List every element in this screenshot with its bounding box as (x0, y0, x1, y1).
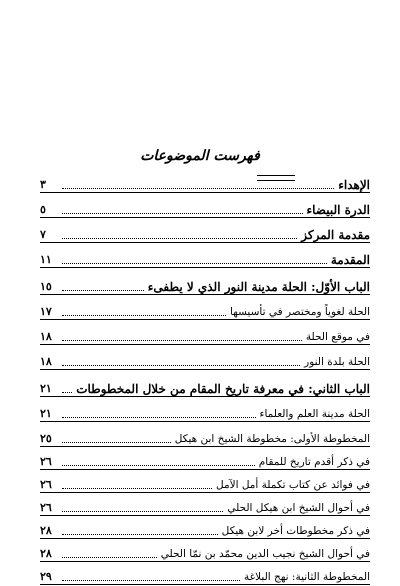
toc-entry (40, 397, 370, 422)
toc-entry-page: ٧ (40, 228, 46, 241)
toc-entry-label: الحلة مدينة العلم والعلماء (259, 408, 370, 420)
toc-entry-label: الباب الأوّل: الحلة مدينة النور الذي لا يطفىء (147, 280, 370, 294)
toc-entry-page: ١٨ (40, 330, 52, 343)
dot-leader (62, 262, 327, 264)
toc-entry-label: المقدمة (330, 253, 370, 267)
toc-entry (40, 295, 370, 320)
toc-title: فهرست الموضوعات (140, 148, 260, 164)
dot-leader (62, 416, 256, 418)
dot-leader (62, 289, 144, 291)
toc-entry-label: مقدمة المركز (301, 228, 370, 242)
toc-entry-label: الحلة لغوياً ومختصر في تأسيسها (230, 306, 370, 318)
toc-entry (40, 268, 370, 295)
dot-leader (62, 212, 303, 214)
toc-entry (40, 193, 370, 218)
toc-entry-label: الحلة بلدة النور (304, 356, 370, 368)
toc-entry-label: في فوائد عن كتاب تكملة أمل الآمل (216, 479, 370, 491)
dot-leader (62, 339, 302, 341)
dot-leader (62, 556, 157, 558)
toc-entry-label: في موقع الحلة (305, 331, 370, 343)
toc-entry (40, 516, 370, 539)
toc-entry-page: ٢٦ (40, 455, 52, 468)
dot-leader (62, 487, 212, 489)
dot-leader (62, 441, 171, 443)
toc-entry-label: في أحوال الشيخ ابن هيكل الحلي (227, 502, 370, 514)
toc-entry-page: ١١ (40, 253, 52, 266)
toc-entry-label: الدرة البيضاء (306, 203, 370, 217)
dot-leader (62, 364, 300, 366)
toc-entry-page: ٢١ (40, 407, 52, 420)
toc-entry-page: ٥ (40, 203, 46, 216)
toc-entry-page: ٢٦ (40, 501, 52, 514)
toc-entry-label: في أحوال الشيخ نجيب الدين محمّد بن نمّا الحلي (160, 548, 370, 560)
dot-leader (62, 187, 334, 189)
toc-entry-page: ١٧ (40, 305, 52, 318)
toc-entry (40, 562, 370, 585)
toc-entry (40, 370, 370, 397)
toc-entry-label: المخطوطة الأولى: مخطوطة الشيخ ابن هيكل (174, 433, 370, 445)
toc-entry-label: المخطوطة الثانية: نهج البلاغة (244, 571, 370, 583)
toc-entry-page: ٣ (40, 178, 46, 191)
dot-leader (62, 533, 218, 535)
toc-entry-label: في ذكر مخطوطات أخر لابن هيكل (221, 525, 370, 537)
toc-entry (40, 493, 370, 516)
toc-entry-page: ٢٥ (40, 432, 52, 445)
dot-leader (62, 237, 297, 239)
dot-leader (62, 391, 72, 393)
ink-mark (257, 175, 295, 181)
dot-leader (62, 579, 240, 581)
toc-entry-page: ١٨ (40, 355, 52, 368)
toc-entry (40, 320, 370, 345)
toc-entry-label: الباب الثاني: في معرفة تاريخ المقام من خلال المخطوطات (76, 382, 370, 396)
toc-entry (40, 422, 370, 447)
toc-entry-page: ١٥ (40, 280, 52, 293)
toc-entry (40, 243, 370, 268)
dot-leader (62, 314, 226, 316)
table-of-contents (40, 168, 370, 585)
toc-entry (40, 345, 370, 370)
toc-entry (40, 470, 370, 493)
toc-entry-page: ٢١ (40, 382, 52, 395)
toc-entry (40, 539, 370, 562)
toc-entry-page: ٢٨ (40, 524, 52, 537)
toc-entry-page: ٢٩ (40, 570, 52, 583)
toc-entry (40, 168, 370, 193)
toc-entry-page: ٢٦ (40, 478, 52, 491)
toc-entry-label: الإهداء (338, 178, 370, 192)
dot-leader (62, 464, 255, 466)
toc-entry-page: ٢٨ (40, 547, 52, 560)
toc-entry (40, 218, 370, 243)
dot-leader (62, 510, 223, 512)
toc-entry-label: في ذكر أقدم تاريخ للمقام (258, 456, 370, 468)
toc-entry (40, 447, 370, 470)
